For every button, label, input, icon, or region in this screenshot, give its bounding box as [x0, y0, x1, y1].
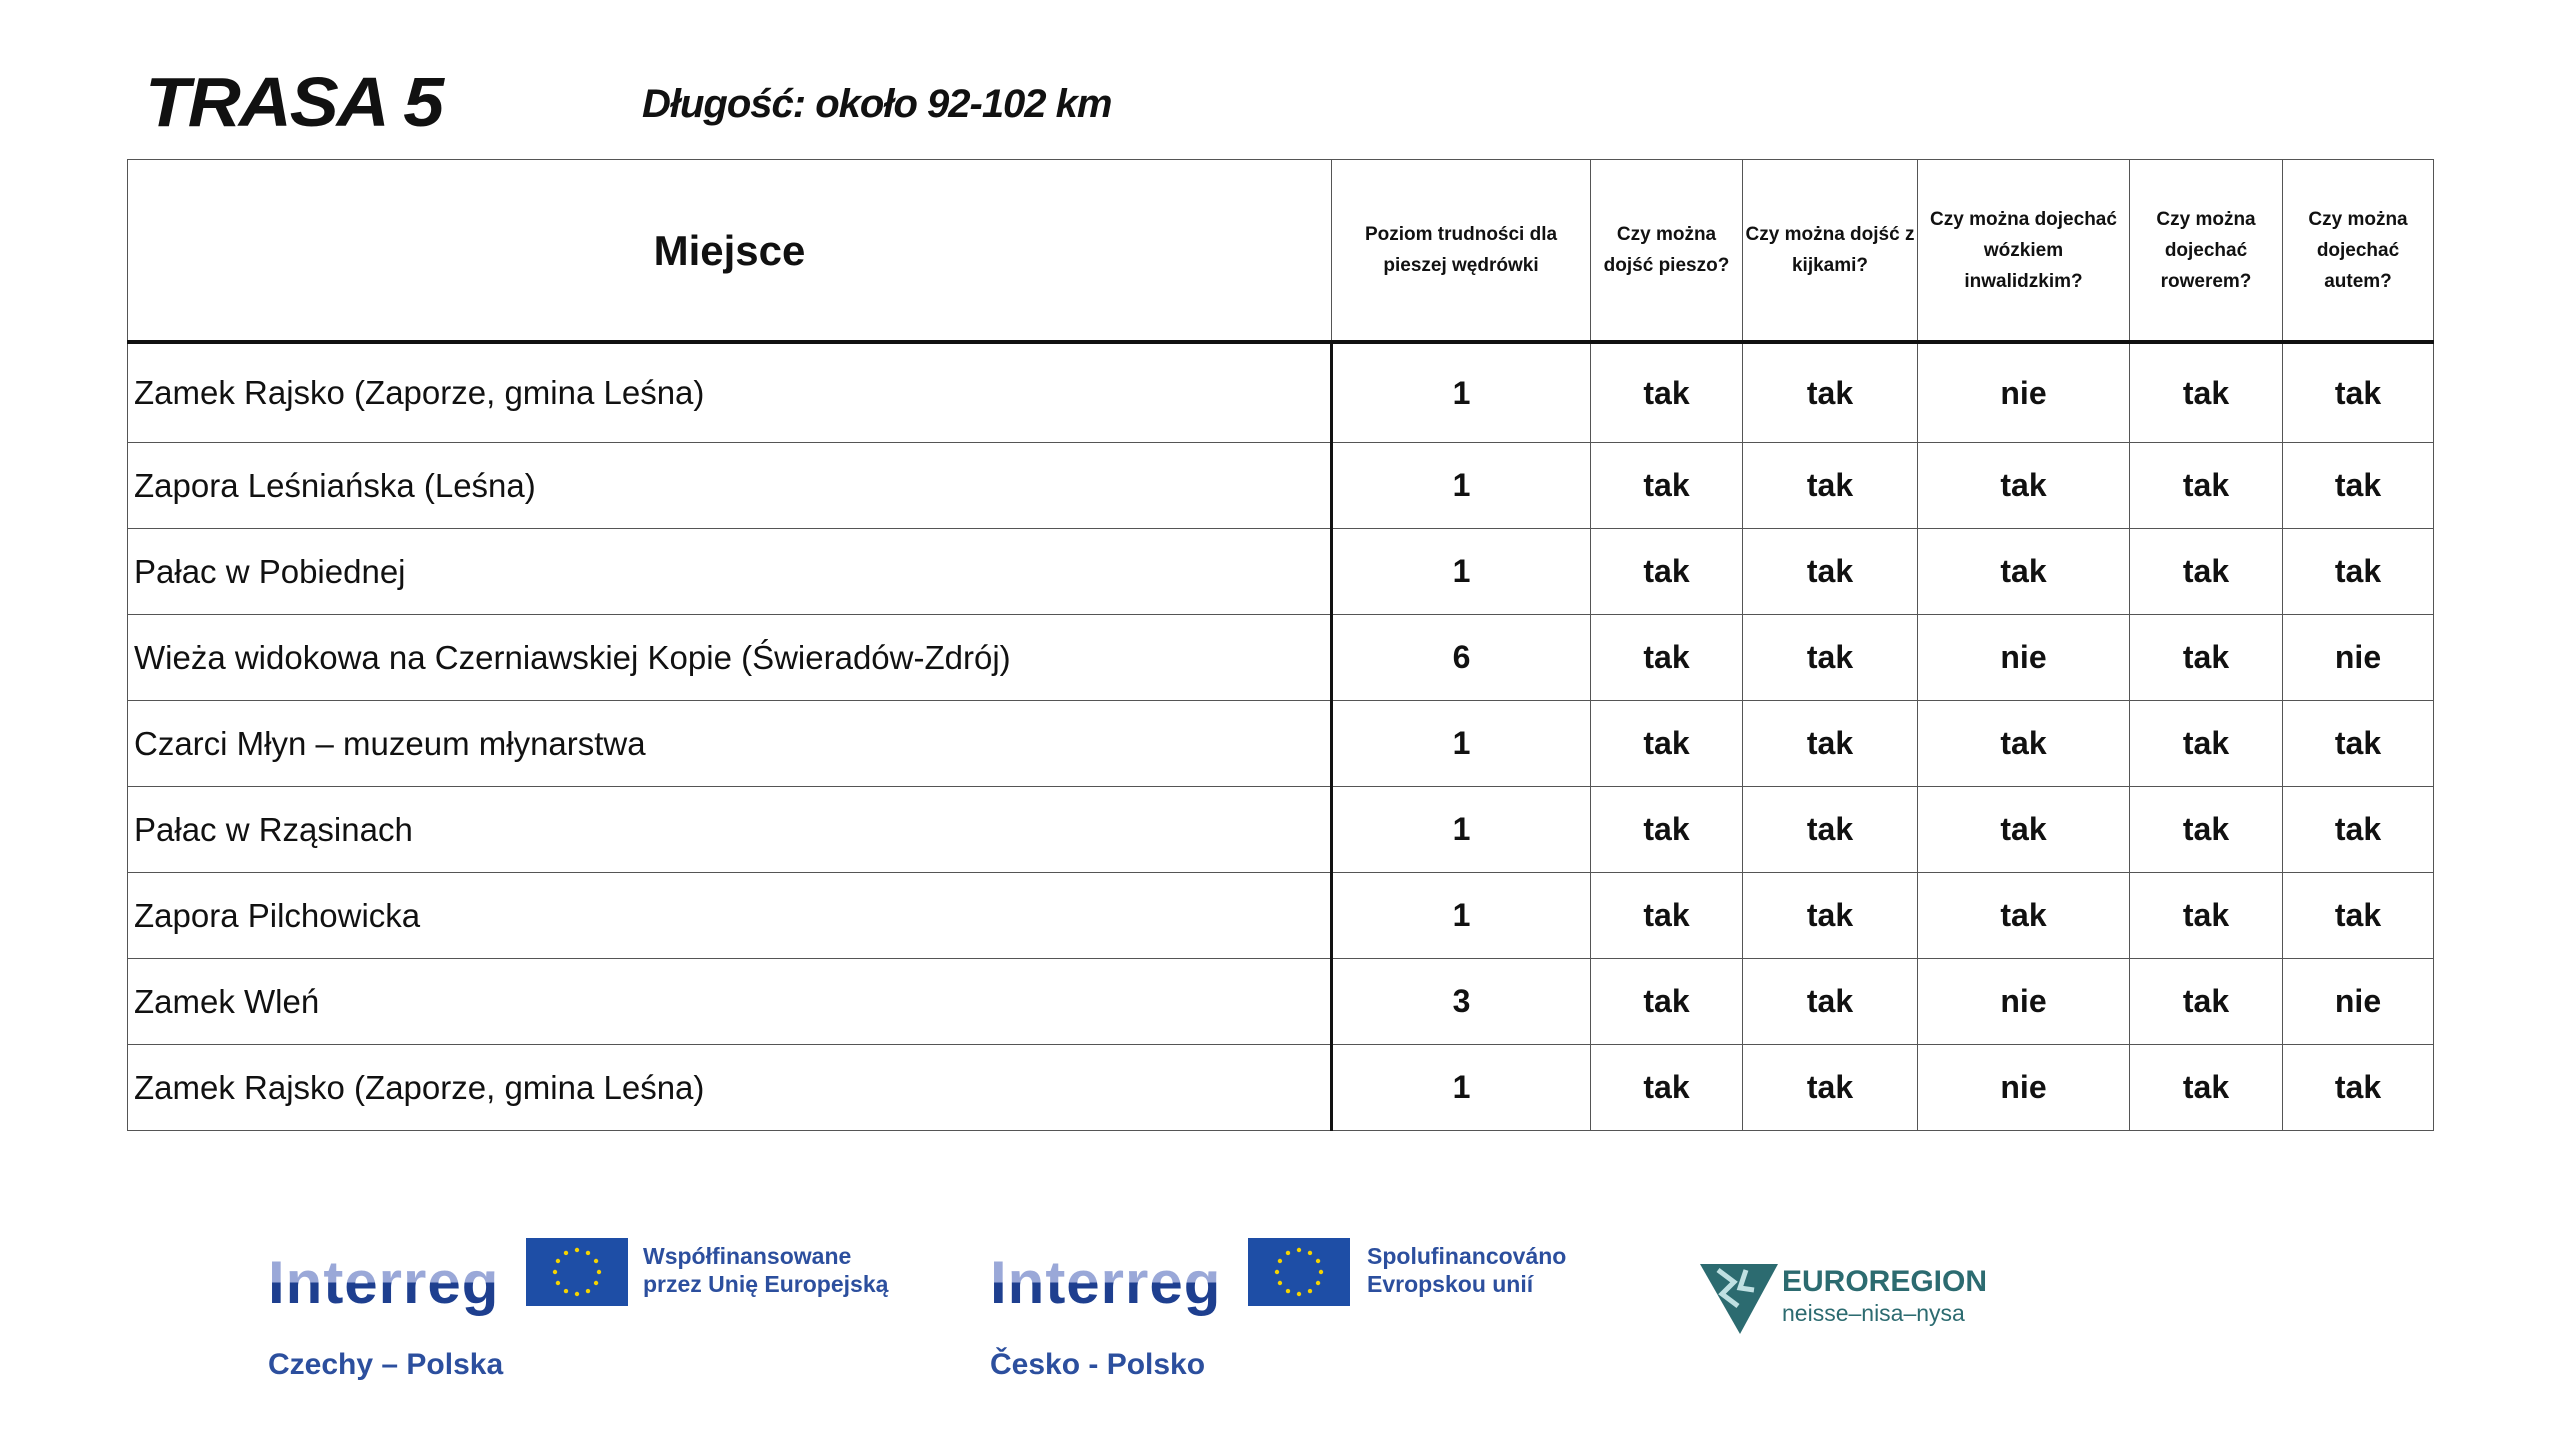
table-header-row: [128, 160, 2434, 343]
car-answer: tak: [2283, 1045, 2434, 1131]
walk-answer: tak: [1591, 701, 1743, 787]
wheelchair-answer: nie: [1918, 1045, 2130, 1131]
walk-answer: tak: [1591, 443, 1743, 529]
bike-answer: tak: [2130, 615, 2283, 701]
eu-star: [1286, 1289, 1290, 1293]
eu-star: [1278, 1281, 1282, 1285]
difficulty-level: 1: [1332, 873, 1591, 959]
eu-flag-icon: [526, 1238, 628, 1306]
car-answer: tak: [2283, 443, 2434, 529]
eu-star: [1319, 1270, 1323, 1274]
eu-text-line2: przez Unię Europejską: [643, 1271, 889, 1297]
bike-answer: tak: [2130, 701, 2283, 787]
column-header-car: Czy można dojechać autem?: [2283, 160, 2434, 343]
eu-star: [597, 1270, 601, 1274]
difficulty-level: 1: [1332, 443, 1591, 529]
bike-answer: tak: [2130, 342, 2283, 443]
place-name: Zamek Rajsko (Zaporze, gmina Leśna): [128, 342, 1332, 443]
column-header-poles: Czy można dojść z kijkami?: [1743, 160, 1918, 343]
eu-star: [1308, 1251, 1312, 1255]
eu-star: [1286, 1251, 1290, 1255]
walk-answer: tak: [1591, 873, 1743, 959]
eu-star: [1316, 1259, 1320, 1263]
eu-star: [575, 1248, 579, 1252]
place-name: Czarci Młyn – muzeum młynarstwa: [128, 701, 1332, 787]
route-table: [127, 159, 2434, 1131]
wheelchair-answer: tak: [1918, 787, 2130, 873]
eu-text-line2: Evropskou unií: [1367, 1271, 1534, 1297]
eu-flag-icon: [1248, 1238, 1350, 1306]
poles-answer: tak: [1743, 615, 1918, 701]
eu-star: [1316, 1281, 1320, 1285]
poles-answer: tak: [1743, 342, 1918, 443]
eu-star: [1297, 1292, 1301, 1296]
place-name: Zamek Wleń: [128, 959, 1332, 1045]
wheelchair-answer: nie: [1918, 342, 2130, 443]
poles-answer: tak: [1743, 701, 1918, 787]
bike-answer: tak: [2130, 529, 2283, 615]
wheelchair-answer: tak: [1918, 529, 2130, 615]
walk-answer: tak: [1591, 342, 1743, 443]
place-name: Zamek Rajsko (Zaporze, gmina Leśna): [128, 1045, 1332, 1131]
column-header-place: Miejsce: [128, 160, 1332, 343]
table-row: [128, 1045, 2434, 1131]
car-answer: nie: [2283, 615, 2434, 701]
euroregion-logo: [1700, 1260, 1988, 1341]
poles-answer: tak: [1743, 959, 1918, 1045]
page-title: TRASA 5: [145, 63, 443, 141]
eu-text-line1: Współfinansowane: [643, 1243, 852, 1269]
place-name: Zapora Leśniańska (Leśna): [128, 443, 1332, 529]
euroregion-subtitle: neisse–nisa–nysa: [1782, 1300, 1965, 1326]
poles-answer: tak: [1743, 529, 1918, 615]
eu-star: [1308, 1289, 1312, 1293]
walk-answer: tak: [1591, 529, 1743, 615]
eu-star: [594, 1259, 598, 1263]
euroregion-title: EUROREGION: [1782, 1265, 1988, 1298]
table-row: [128, 701, 2434, 787]
walk-answer: tak: [1591, 959, 1743, 1045]
place-name: Pałac w Rząsinach: [128, 787, 1332, 873]
table-row: [128, 615, 2434, 701]
difficulty-level: 1: [1332, 787, 1591, 873]
eu-star: [1278, 1259, 1282, 1263]
car-answer: tak: [2283, 701, 2434, 787]
bike-answer: tak: [2130, 959, 2283, 1045]
column-header-bike: Czy można dojechać rowerem?: [2130, 160, 2283, 343]
difficulty-level: 1: [1332, 342, 1591, 443]
car-answer: nie: [2283, 959, 2434, 1045]
car-answer: tak: [2283, 787, 2434, 873]
bike-answer: tak: [2130, 443, 2283, 529]
wheelchair-answer: nie: [1918, 959, 2130, 1045]
wheelchair-answer: nie: [1918, 615, 2130, 701]
table-row: [128, 873, 2434, 959]
place-name: Zapora Pilchowicka: [128, 873, 1332, 959]
difficulty-level: 1: [1332, 529, 1591, 615]
eu-star: [1275, 1270, 1279, 1274]
difficulty-level: 6: [1332, 615, 1591, 701]
route-length: Długość: około 92-102 km: [642, 82, 1112, 126]
eu-star: [553, 1270, 557, 1274]
program-region: Česko - Polsko: [990, 1348, 1206, 1381]
interreg-wordmark: Interreg: [268, 1249, 500, 1316]
wheelchair-answer: tak: [1918, 443, 2130, 529]
eu-star: [575, 1292, 579, 1296]
poles-answer: tak: [1743, 787, 1918, 873]
wheelchair-answer: tak: [1918, 701, 2130, 787]
car-answer: tak: [2283, 873, 2434, 959]
walk-answer: tak: [1591, 787, 1743, 873]
bike-answer: tak: [2130, 787, 2283, 873]
table-row: [128, 342, 2434, 443]
difficulty-level: 1: [1332, 701, 1591, 787]
eu-cofinance-text: [643, 1242, 888, 1298]
program-region: Czechy – Polska: [268, 1348, 504, 1381]
table-row: [128, 787, 2434, 873]
column-header-difficulty: Poziom trudności dla pieszej wędrówki: [1332, 160, 1591, 343]
poles-answer: tak: [1743, 873, 1918, 959]
place-name: Wieża widokowa na Czerniawskiej Kopie (Świeradów-Zdrój): [128, 615, 1332, 701]
eu-star: [564, 1251, 568, 1255]
eu-cofinance-text: [1367, 1242, 1566, 1298]
euroregion-emblem-icon: [1700, 1260, 1778, 1336]
wheelchair-answer: tak: [1918, 873, 2130, 959]
column-header-walk: Czy można dojść pieszo?: [1591, 160, 1743, 343]
footer-logos: [0, 1200, 2560, 1420]
car-answer: tak: [2283, 529, 2434, 615]
table-row: [128, 959, 2434, 1045]
poles-answer: tak: [1743, 443, 1918, 529]
eu-text-line1: Spolufinancováno: [1367, 1243, 1567, 1269]
place-name: Pałac w Pobiednej: [128, 529, 1332, 615]
bike-answer: tak: [2130, 1045, 2283, 1131]
difficulty-level: 1: [1332, 1045, 1591, 1131]
eu-star: [556, 1259, 560, 1263]
column-header-wheelchair: Czy można dojechać wózkiem inwalidzkim?: [1918, 160, 2130, 343]
table-row: [128, 529, 2434, 615]
poles-answer: tak: [1743, 1045, 1918, 1131]
eu-star: [586, 1251, 590, 1255]
eu-star: [594, 1281, 598, 1285]
table-row: [128, 443, 2434, 529]
eu-star: [556, 1281, 560, 1285]
difficulty-level: 3: [1332, 959, 1591, 1045]
interreg-wordmark: Interreg: [990, 1249, 1222, 1316]
bike-answer: tak: [2130, 873, 2283, 959]
eu-star: [1297, 1248, 1301, 1252]
car-answer: tak: [2283, 342, 2434, 443]
walk-answer: tak: [1591, 615, 1743, 701]
eu-star: [564, 1289, 568, 1293]
walk-answer: tak: [1591, 1045, 1743, 1131]
eu-star: [586, 1289, 590, 1293]
